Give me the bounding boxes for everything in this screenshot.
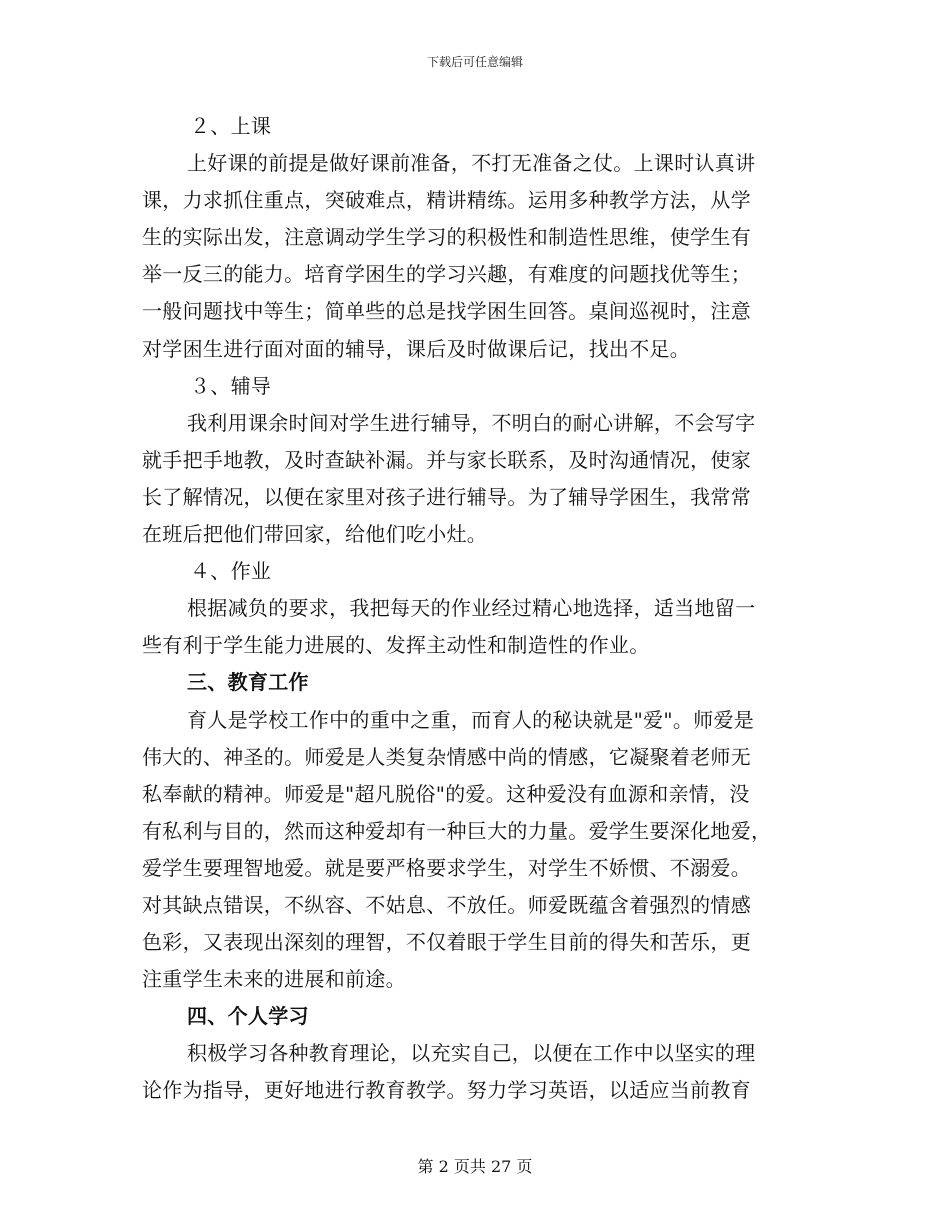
paragraph-line: 在班后把他们带回家，给他们吃小灶。 [142, 522, 488, 547]
paragraph-line: 些有利于学生能力进展的、发挥主动性和制造性的作业。 [142, 633, 650, 658]
paragraph-line: 对其缺点错误，不纵容、不姑息、不放任。师爱既蕴含着强烈的情感 [142, 892, 751, 917]
paragraph-line: 伟大的、神圣的。师爱是人类复杂情感中尚的情感，它凝聚着老师无 [142, 744, 751, 769]
paragraph-line: 论作为指导，更好地进行教育教学。努力学习英语，以适应当前教育 [142, 1078, 751, 1103]
paragraph-line: 私奉献的精神。师爱是"超凡脱俗"的爱。这种爱没有血源和亲情，没 [142, 781, 750, 806]
paragraph-line: 生的实际出发，注意调动学生学习的积极性和制造性思维，使学生有 [142, 225, 751, 250]
paragraph-line: 有私利与目的，然而这种爱却有一种巨大的力量。爱学生要深化地爱， [142, 818, 772, 843]
paragraph-line: 一般问题找中等生；简单些的总是找学困生回答。桌间巡视时，注意 [142, 299, 751, 324]
paragraph-line: 上好课的前提是做好课前准备，不打无准备之仗。上课时认真讲 [187, 151, 756, 176]
section-heading-personal-study: 四、个人学习 [187, 1004, 309, 1029]
paragraph-line: 举一反三的能力。培育学困生的学习兴趣，有难度的问题找优等生； [142, 262, 751, 287]
paragraph-line: 育人是学校工作中的重中之重，而育人的秘诀就是"爱"。师爱是 [187, 707, 755, 732]
paragraph-line: 积极学习各种教育理论，以充实自己，以便在工作中以坚实的理 [187, 1041, 756, 1066]
paragraph-line: 就手把手地教，及时查缺补漏。并与家长联系，及时沟通情况，使家 [142, 447, 751, 472]
paragraph-line: 对学困生进行面对面的辅导，课后及时做课后记，找出不足。 [142, 336, 691, 361]
subsection-heading-tutoring: ３、辅导 [190, 373, 272, 398]
paragraph-line: 我利用课余时间对学生进行辅导，不明白的耐心讲解，不会写字 [187, 410, 756, 435]
paragraph-line: 爱学生要理智地爱。就是要严格要求学生，对学生不娇惯、不溺爱。 [142, 855, 751, 880]
document-body [142, 108, 807, 1110]
page-number: 第 2 页共 27 页 [417, 1157, 533, 1176]
subsection-heading-homework: ４、作业 [190, 559, 272, 584]
page-header-note: 下载后可任意编辑 [426, 55, 523, 69]
paragraph-line: 课，力求抓住重点，突破难点，精讲精练。运用多种教学方法，从学 [142, 188, 751, 213]
paragraph-line: 长了解情况，以便在家里对孩子进行辅导。为了辅导学困生，我常常 [142, 484, 751, 509]
subsection-heading-lesson: ２、上课 [190, 114, 272, 138]
paragraph-line: 色彩，又表现出深刻的理智，不仅着眼于学生目前的得失和苦乐，更 [142, 930, 751, 955]
section-heading-education: 三、教育工作 [187, 670, 309, 695]
paragraph-line: 根据减负的要求，我把每天的作业经过精心地选择，适当地留一 [187, 596, 756, 621]
paragraph-line: 注重学生未来的进展和前途。 [142, 967, 406, 992]
